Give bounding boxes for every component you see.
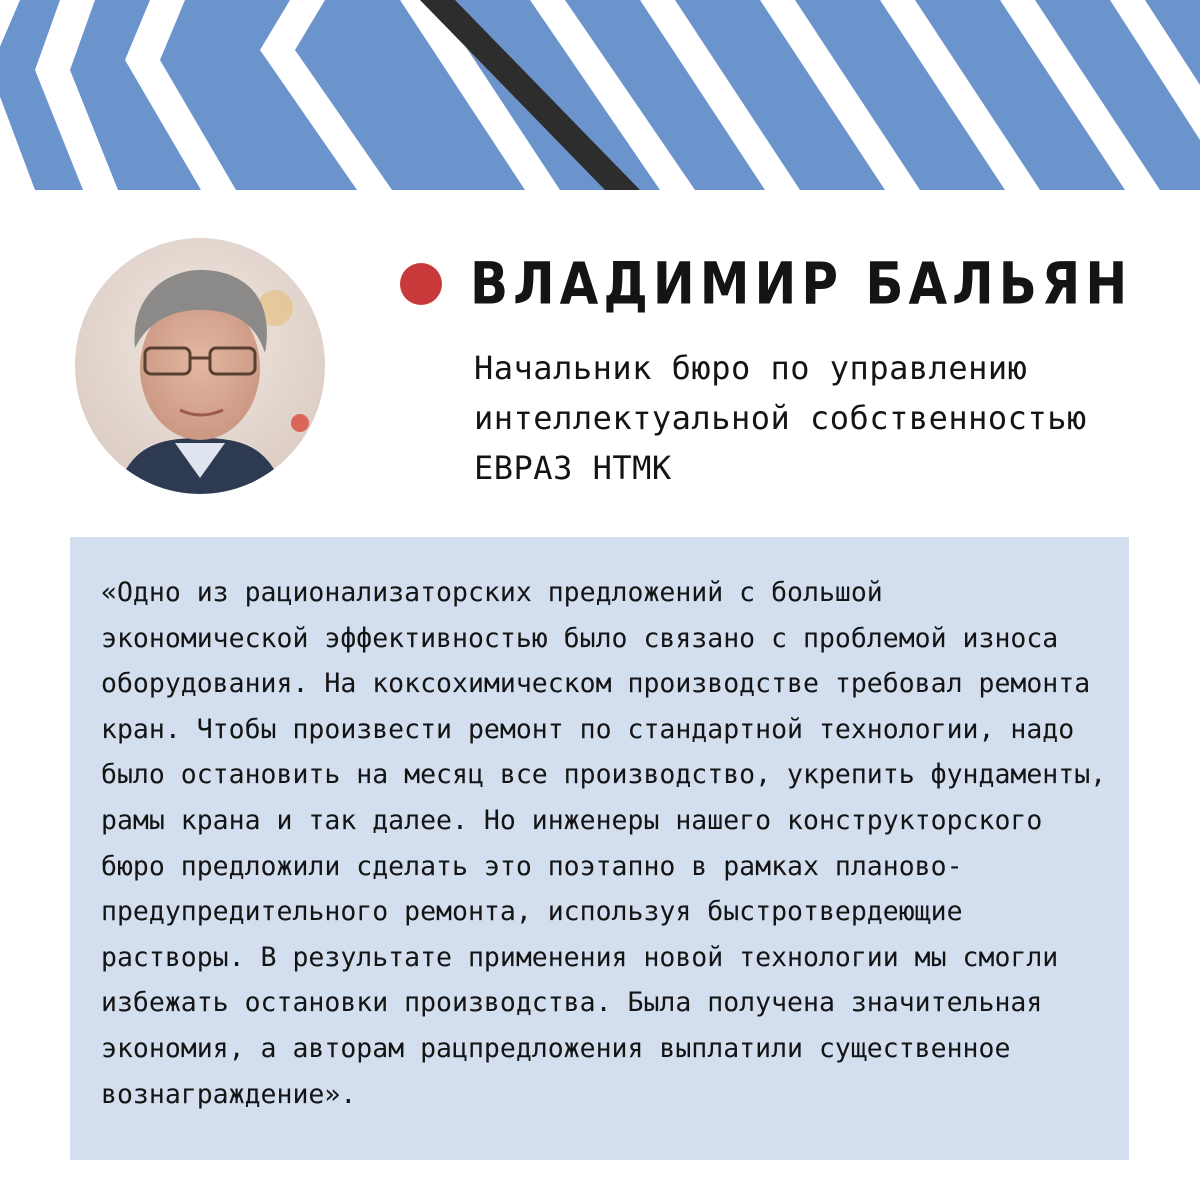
quote-line: избежать остановки производства. Была получена значительная [101,987,1043,1019]
decorative-banner [0,0,1200,190]
quote-line: оборудования. На коксохимическом производстве требовал ремонта [101,668,1091,700]
portrait-photo [75,238,325,494]
speaker-role [474,343,1087,493]
red-bullet-icon [400,263,442,305]
quote-line: предупредительного ремонта, используя быстротвердеющие [101,896,963,928]
quote-line: бюро предложили сделать это поэтапно в рамках планово- [101,850,963,882]
speaker-name-row [400,250,1133,318]
quote-line: «Одно из рационализаторских предложений с большой [101,577,883,608]
role-line: интеллектуальной собственностью [474,399,1087,437]
quote-line: экономия, а авторам рацпредложения выплатили существенное [101,1032,1011,1064]
quote-line: вознаграждение». [101,1078,357,1110]
speaker-portrait [75,238,325,494]
quote-line: было остановить на месяц все производство, укрепить фундаменты, [101,759,1107,791]
quote-text [101,570,1119,1117]
role-line: Начальник бюро по управлению [474,349,1028,387]
quote-line: растворы. В результате применения новой технологии мы смогли [101,941,1059,973]
speaker-name: ВЛАДИМИР БАЛЬЯН [470,250,1133,318]
quote-line: экономической эффективностью было связано с проблемой износа [101,622,1059,654]
quote-line: кран. Чтобы произвести ремонт по стандартной технологии, надо [101,713,1075,745]
quote-box [70,537,1129,1160]
quote-line: рамы крана и так далее. Но инженеры нашего конструкторского [101,804,1043,836]
role-line: ЕВРАЗ НТМК [474,449,672,487]
